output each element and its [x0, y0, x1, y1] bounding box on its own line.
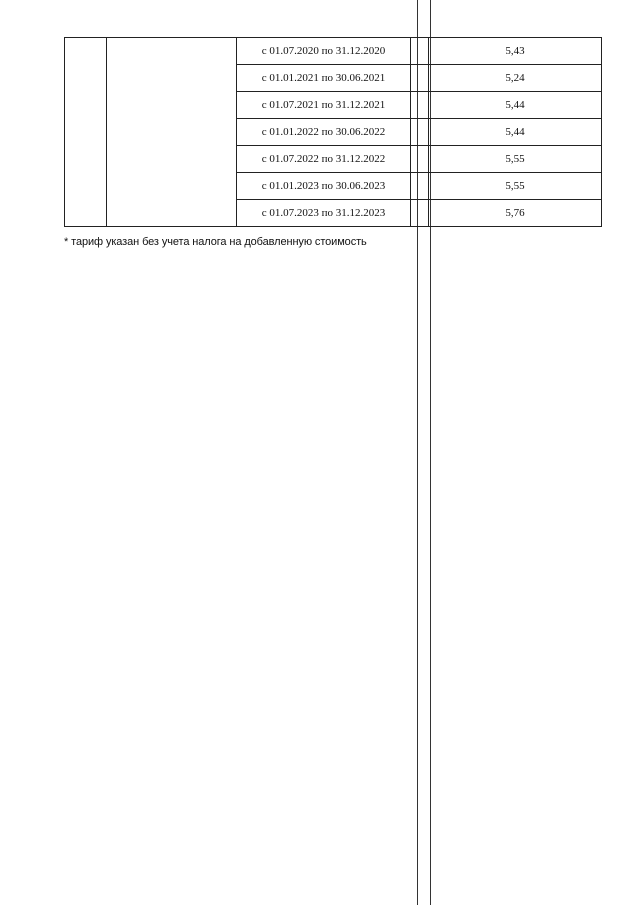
- tariff-value-cell: 5,76: [429, 200, 602, 227]
- table-row: [65, 38, 602, 65]
- spacer-cell: [411, 38, 429, 65]
- tariff-value-cell: 5,24: [429, 65, 602, 92]
- period-cell: с 01.07.2021 по 31.12.2021: [237, 92, 411, 119]
- tariff-value-cell: 5,55: [429, 173, 602, 200]
- spacer-cell: [411, 173, 429, 200]
- organization-cell: [107, 38, 237, 227]
- spacer-cell: [411, 119, 429, 146]
- spacer-cell: [411, 92, 429, 119]
- tariff-value-cell: 5,44: [429, 119, 602, 146]
- tariff-value-cell: 5,44: [429, 92, 602, 119]
- tariff-value-cell: 5,43: [429, 38, 602, 65]
- row-number-cell: [65, 38, 107, 227]
- spacer-cell: [411, 200, 429, 227]
- spacer-cell: [411, 146, 429, 173]
- period-cell: с 01.01.2021 по 30.06.2021: [237, 65, 411, 92]
- footnote: * тариф указан без учета налога на добавленную стоимость: [64, 236, 367, 248]
- tariff-table: [64, 37, 602, 227]
- period-cell: с 01.07.2020 по 31.12.2020: [237, 38, 411, 65]
- period-cell: с 01.01.2022 по 30.06.2022: [237, 119, 411, 146]
- tariff-value-cell: 5,55: [429, 146, 602, 173]
- spacer-cell: [411, 65, 429, 92]
- period-cell: с 01.07.2023 по 31.12.2023: [237, 200, 411, 227]
- period-cell: с 01.01.2023 по 30.06.2023: [237, 173, 411, 200]
- period-cell: с 01.07.2022 по 31.12.2022: [237, 146, 411, 173]
